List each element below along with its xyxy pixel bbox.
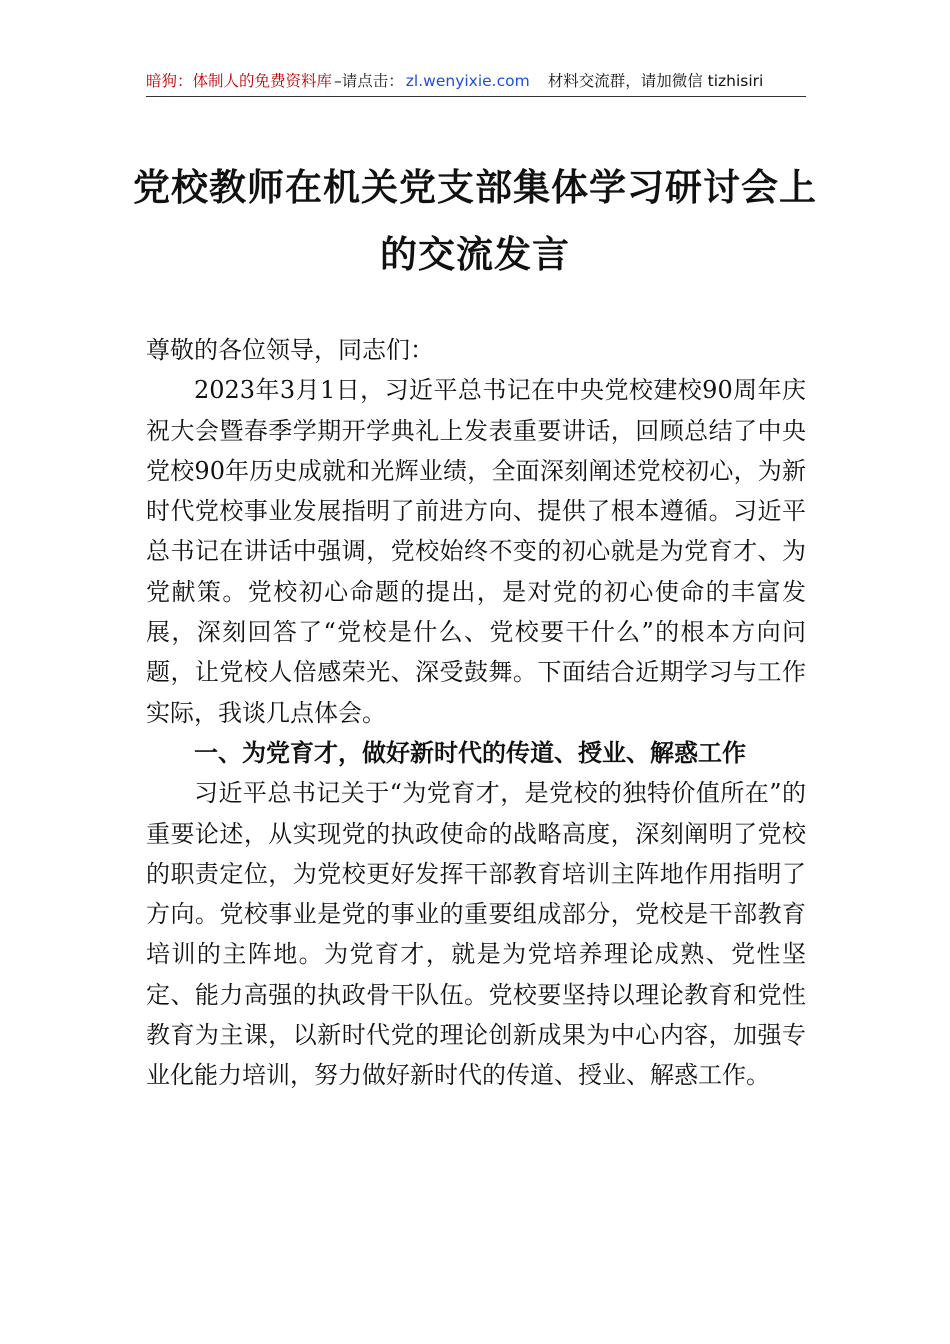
header-contact: 材料交流群，请加微信 tizhisiri bbox=[547, 72, 764, 90]
header-brand[interactable]: 暗狗：体制人的免费资料库 bbox=[146, 72, 333, 90]
section-heading-1: 一、为党育才，做好新时代的传道、授业、解惑工作 bbox=[194, 738, 746, 767]
section-paragraph-1: 习近平总书记关于“为党育才，是党校的独特价值所在”的重要论述，从实现党的执政使命的战略高度，深刻阐明了党校的职责定位，为党校更好发挥干部教育培训主阵地作用指明了方向。党校事业是党的事业的重要组成部分，党校是干部教育培训的主阵地。为党育才，就是为党培养理论成熟、党性坚定、能力高强的执政骨干队伍。党校要坚持以理论教育和党性教育为主课，以新时代党的理论创新成果为中心内容，加强专业化能力培训，努力做好新时代的传道、授业、解惑工作。 bbox=[146, 779, 806, 1090]
header-divider bbox=[146, 96, 806, 97]
header-link-prefix: –请点击： bbox=[334, 72, 404, 90]
page-header bbox=[146, 68, 806, 94]
document-body bbox=[146, 330, 806, 1096]
document-title: 党校教师在机关党支部集体学习研讨会上的交流发言 bbox=[133, 165, 817, 276]
intro-paragraph: 2023年3月1日，习近平总书记在中央党校建校90周年庆祝大会暨春季学期开学典礼上发表重要讲话，回顾总结了中央党校90年历史成就和光辉业绩，全面深刻阐述党校初心，为新时代党校事业发展指明了前进方向、提供了根本遵循。习近平总书记在讲话中强调，党校始终不变的初心就是为党育才、为党献策。党校初心命题的提出，是对党的初心使命的丰富发展，深刻回答了“党校是什么、党校要干什么”的根本方向问题，让党校人倍感荣光、深受鼓舞。下面结合近期学习与工作实际，我谈几点体会。 bbox=[146, 376, 806, 727]
greeting: 尊敬的各位领导，同志们： bbox=[146, 336, 434, 364]
header-link[interactable]: zl.wenyixie.com bbox=[405, 72, 530, 90]
